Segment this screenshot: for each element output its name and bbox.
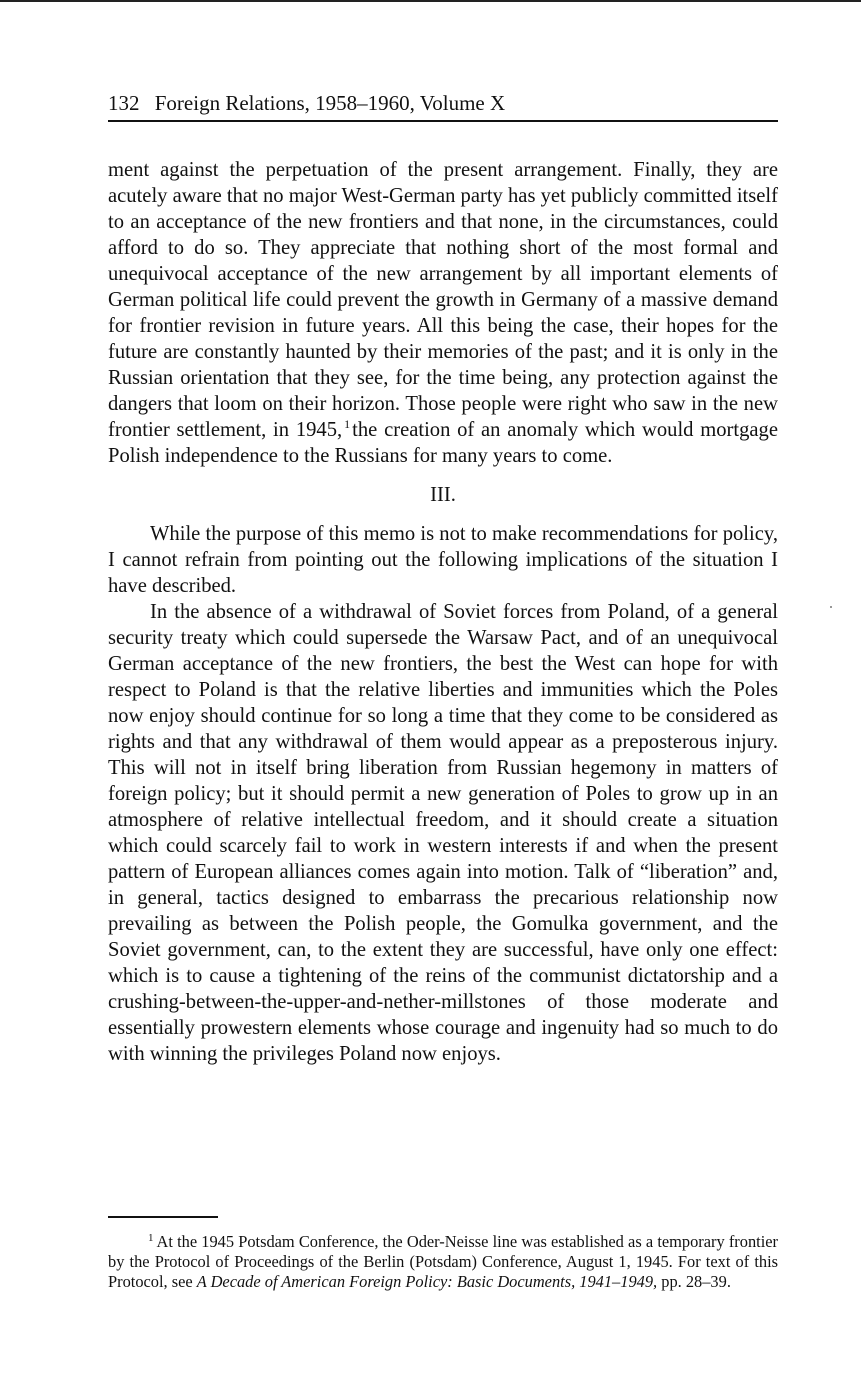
page-top-border <box>0 0 861 2</box>
running-title: Foreign Relations, 1958–1960, Volume X <box>154 91 506 115</box>
footnote-marker: 1 <box>148 1232 154 1244</box>
header-rule <box>108 120 778 122</box>
paragraph-text: ment against the perpetuation of the present arrangement. Finally, they are acutely aware that no major West-German party has yet publicly committed itself to an acceptance of the new frontiers and that none, in the circumstances, could afford to do so. They appreciate that nothing short of the most formal and unequivocal acceptance of the new arrangement by all important elements of German political life could prevent the growth in Germany of a massive demand for frontier revision in future years. All this being the case, their hopes for the future are constantly haunted by their memories of the past; and it is only in the Russian orientation that they see, for the time being, any protection against the dangers that loom on their horizon. Those people were right who saw in the new frontier settlement, in 1945, <box>108 159 778 441</box>
footnote-reference: 1 <box>344 417 351 431</box>
paragraph: While the purpose of this memo is not to make recommendations for policy, I cannot refrain from pointing out the following implications of the situation I have described. <box>108 523 778 597</box>
paragraph-continuation <box>108 157 778 469</box>
footnote-pages: pp. 28–39. <box>661 1272 731 1291</box>
footnote-text: At the 1945 Potsdam Conference, the Oder-Neisse line was established as a temporary frontier by the Protocol of Proceedings of the Berlin (Potsdam) Conference, August 1, 1945. For text of this Protocol, see <box>108 1232 778 1291</box>
footnote-cited-title: A Decade of American Foreign Policy: Basic Documents, 1941–1949, <box>196 1272 658 1291</box>
section-heading: III. <box>430 484 456 506</box>
running-header <box>108 90 778 116</box>
body-text <box>108 157 778 1067</box>
paragraph-text: the creation of an anomaly which would mortgage Polish independence to the Russians for many years to come. <box>108 419 778 467</box>
scan-speck <box>830 606 832 608</box>
footnote-rule <box>108 1216 218 1218</box>
page-number: 132 <box>108 91 140 115</box>
footnote <box>108 1232 778 1292</box>
paragraph: In the absence of a withdrawal of Soviet forces from Poland, of a general security treaty which could supersede the Warsaw Pact, and of an unequivocal German acceptance of the new frontiers, the best the West can hope for with respect to Poland is that the relative liberties and immunities which the Poles now enjoy should continue for so long a time that they come to be considered as rights and that any withdrawal of them would appear as a preposterous injury. This will not in itself bring liberation from Russian hegemony in matters of foreign policy; but it should permit a new generation of Poles to grow up in an atmosphere of relative intellectual freedom, and it should create a situation which could scarcely fail to work in western interests if and when the present pattern of European alliances comes again into motion. Talk of “liberation” and, in general, tactics designed to embarrass the precarious relationship now prevailing as between the Polish people, the Gomulka government, and the Soviet government, can, to the extent they are successful, have only one effect: which is to cause a tightening of the reins of the communist dictatorship and a crushing-between-the-upper-and-nether-millstones of those moderate and essentially prowestern elements whose courage and ingenuity had so much to do with winning the privileges Poland now enjoys. <box>108 601 778 1065</box>
